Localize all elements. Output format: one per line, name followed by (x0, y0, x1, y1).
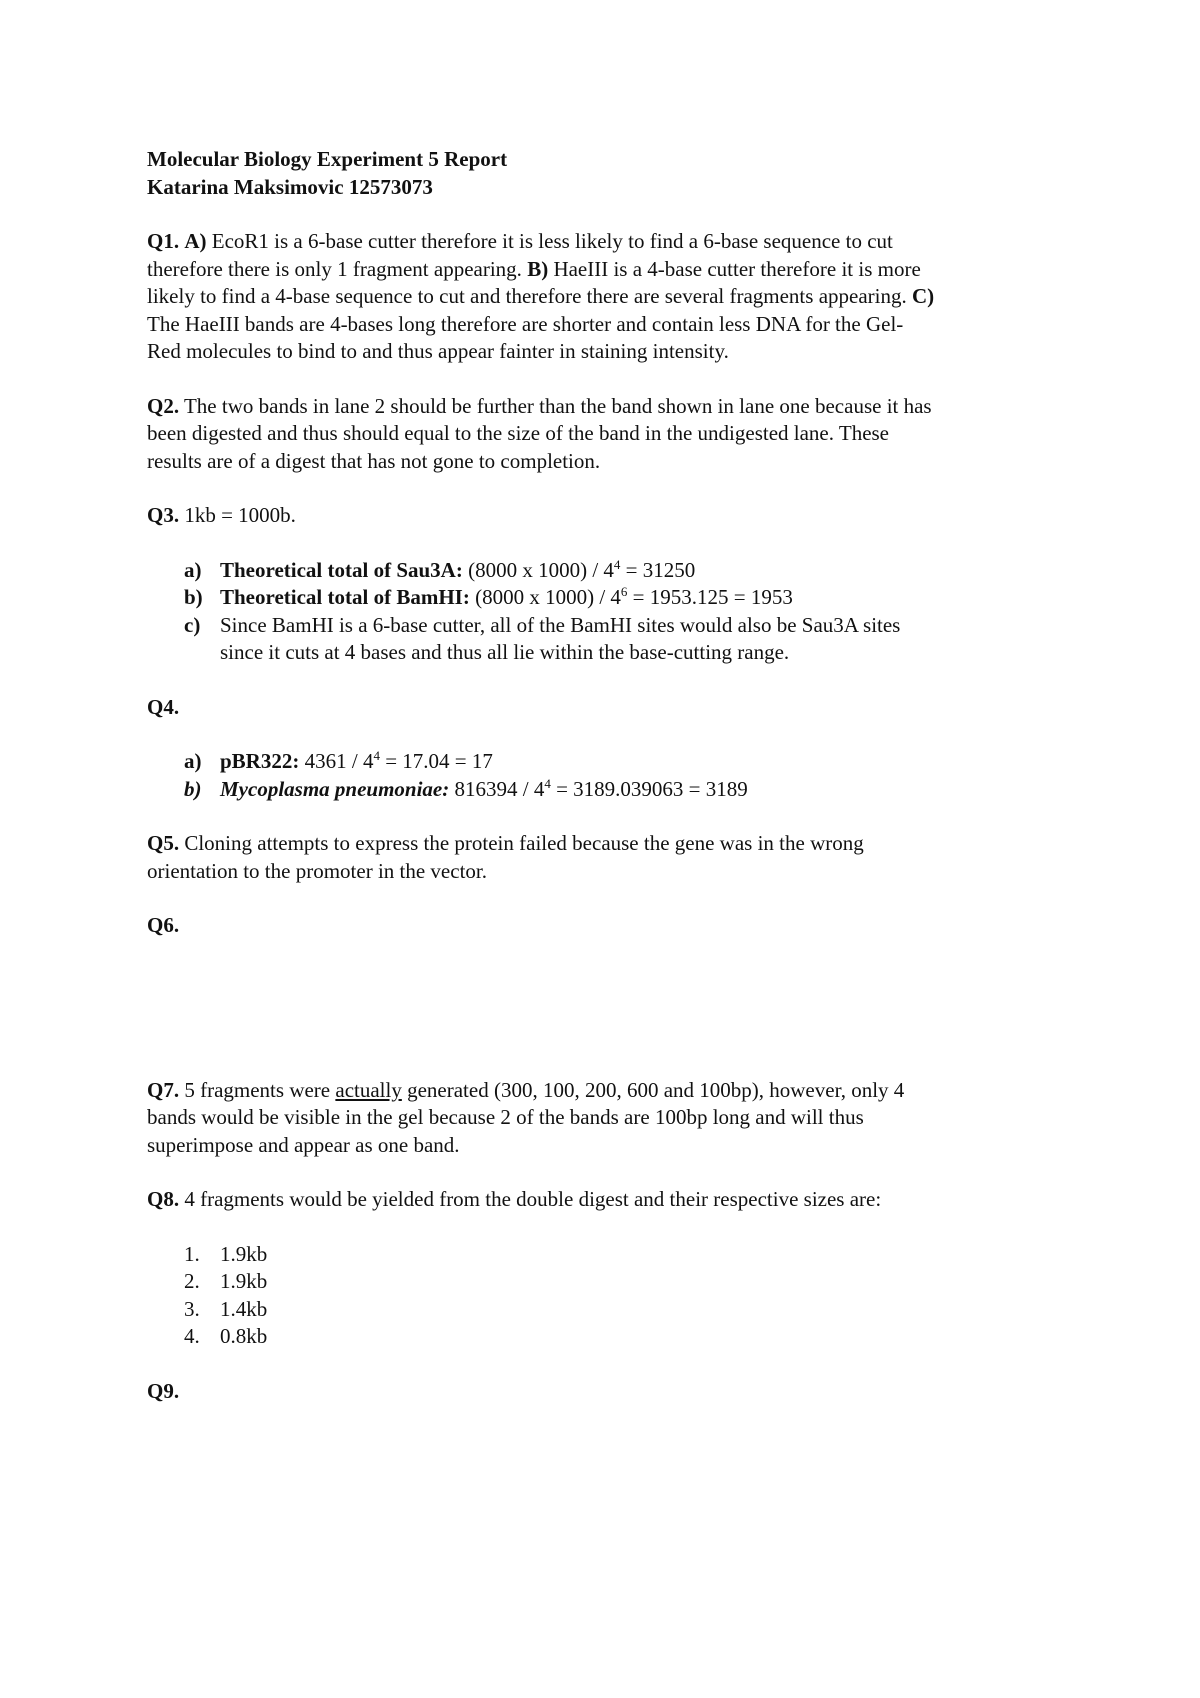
list-number: 3. (184, 1296, 200, 1321)
list-number: 2. (184, 1269, 200, 1293)
q3-b-expr: (8000 x 1000) / 4 (475, 585, 621, 609)
q6-section (147, 912, 1067, 1077)
list-item (147, 1323, 1067, 1351)
report-body (147, 146, 1067, 1405)
report-title: Molecular Biology Experiment 5 Report (147, 147, 508, 171)
list-item (147, 1241, 1067, 1269)
list-number: 4. (184, 1324, 200, 1348)
q1-section (147, 228, 1067, 366)
list-value: 1.4kb (220, 1296, 268, 1321)
q2-text-l3: results are of a digest that has not gone to completion. (147, 448, 601, 473)
report-author: Katarina Maksimovic 12573073 (147, 174, 433, 199)
q4-label: Q4. (147, 694, 180, 719)
q1-a-text-cont: therefore there is only 1 fragment appearing. (147, 256, 522, 281)
list-value: 1.9kb (220, 1241, 268, 1266)
q3-a-bold: Theoretical total of Sau3A: (220, 557, 463, 582)
q3-c-text-cont: since it cuts at 4 bases and thus all lie within the base-cutting range. (220, 640, 790, 664)
q3-a-result: = 31250 (625, 557, 696, 582)
q6-label: Q6. (147, 913, 180, 937)
q7-section (147, 1077, 1067, 1160)
q7-text-pre: 5 fragments were (184, 1077, 331, 1102)
q1-b-text-cont: likely to find a 4-base sequence to cut and therefore there are several fragments appearing. (147, 284, 907, 308)
q7-text-l3: superimpose and appear as one band. (147, 1132, 460, 1157)
q4-section (147, 694, 1067, 804)
q4-item-b (147, 776, 1067, 804)
q3-a-expr: (8000 x 1000) / 4 (468, 557, 614, 582)
list-number: 1. (184, 1241, 200, 1266)
list-item (147, 1268, 1067, 1296)
q7-underlined-word: actually (335, 1077, 402, 1102)
q4-a-exponent: 4 (373, 748, 380, 763)
q3-c-marker: c) (184, 612, 201, 637)
q7-text-l2: bands would be visible in the gel because 2 of the bands are 100bp long and will thus (147, 1105, 864, 1129)
q3-b-result: = 1953.125 = 1953 (632, 585, 793, 609)
q6-blank-area (147, 940, 1067, 1077)
q8-label: Q8. (147, 1187, 180, 1211)
q3-a-exponent: 4 (613, 556, 621, 572)
q3-b-exponent: 6 (620, 584, 628, 599)
q4-a-bold: pBR322: (220, 749, 300, 773)
q2-text-l2: been digested and thus should equal to the size of the band in the undigested lane. These (147, 421, 890, 445)
q8-section (147, 1186, 1067, 1351)
q1-a-label: A) (184, 229, 207, 253)
list-value: 1.9kb (220, 1269, 268, 1293)
q4-item-a (147, 748, 1067, 776)
q2-text: The two bands in lane 2 should be further than the band shown in lane one because it has (183, 393, 932, 418)
q9-label: Q9. (147, 1378, 180, 1403)
q3-c-text: Since BamHI is a 6-base cutter, all of the BamHI sites would also be Sau3A sites (220, 612, 901, 637)
q3-item-c (147, 612, 1067, 640)
q8-text: 4 fragments would be yielded from the double digest and their respective sizes are: (184, 1187, 882, 1211)
q3-a-marker: a) (184, 557, 202, 582)
q3-b-marker: b) (184, 585, 203, 609)
q9-section (147, 1378, 1067, 1406)
q4-b-result: = 3189.039063 = 3189 (556, 776, 748, 801)
q5-text-cont: orientation to the promoter in the vector. (147, 858, 487, 883)
q5-text: Cloning attempts to express the protein failed because the gene was in the wrong (184, 831, 864, 855)
q1-b-label: B) (527, 256, 549, 281)
q1-c-text-cont: Red molecules to bind to and thus appear fainter in staining intensity. (147, 339, 729, 363)
list-item (147, 1296, 1067, 1324)
q4-b-exponent: 4 (544, 775, 551, 791)
q2-label: Q2. (147, 393, 180, 418)
q8-list (147, 1241, 1067, 1351)
q1-label: Q1. (147, 229, 180, 253)
q7-label: Q7. (147, 1077, 180, 1102)
q4-a-expr: 4361 / 4 (304, 749, 374, 773)
q3-section (147, 502, 1067, 667)
q3-b-bold: Theoretical total of BamHI: (220, 585, 470, 609)
list-value: 0.8kb (220, 1324, 268, 1348)
q3-item-b (147, 584, 1067, 612)
q1-b-text: HaeIII is a 4-base cutter therefore it is more (553, 256, 921, 281)
q4-b-expr: 816394 / 4 (454, 776, 545, 801)
q2-section (147, 393, 1067, 476)
q4-b-marker: b) (184, 776, 202, 801)
q4-a-result: = 17.04 = 17 (385, 749, 493, 773)
q5-section (147, 830, 1067, 885)
q1-a-text: EcoR1 is a 6-base cutter therefore it is less likely to find a 6-base sequence to cut (211, 229, 893, 253)
q5-label: Q5. (147, 831, 180, 855)
q4-b-bold: Mycoplasma pneumoniae: (220, 776, 450, 801)
q3-text: 1kb = 1000b. (184, 503, 296, 527)
q1-c-label: C) (911, 284, 935, 308)
q4-a-marker: a) (184, 749, 202, 773)
q1-c-text: The HaeIII bands are 4-bases long therefore are shorter and contain less DNA for the Gel- (147, 311, 904, 336)
q3-label: Q3. (147, 503, 180, 527)
q7-text-post: generated (300, 100, 200, 600 and 100bp), however, only 4 (407, 1077, 905, 1102)
q3-item-a (147, 557, 1067, 585)
